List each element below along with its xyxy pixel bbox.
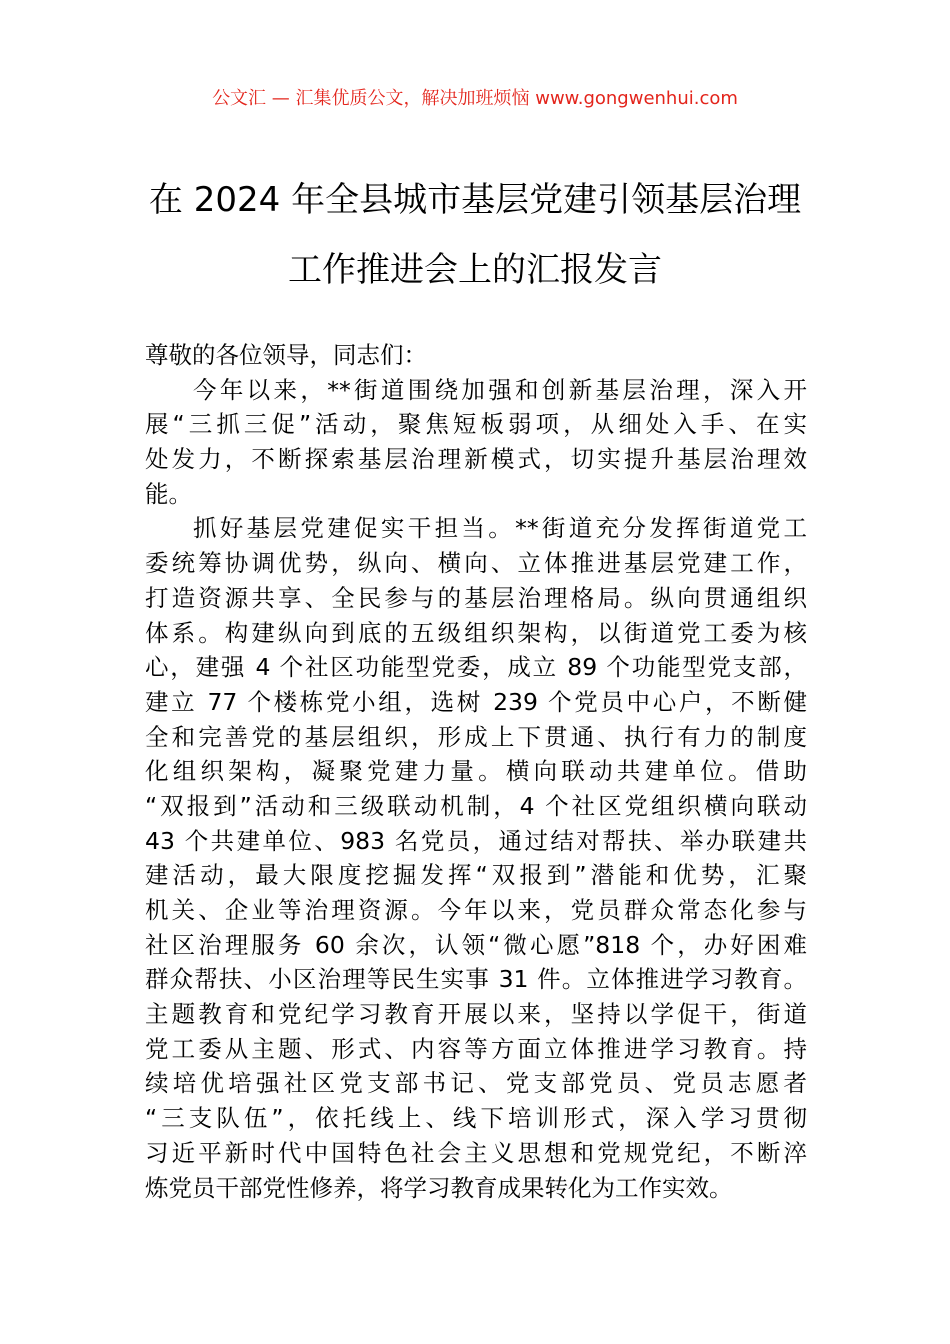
paragraph-line: 全和完善党的基层组织，形成上下贯通、执行有力的制度 [145, 722, 807, 751]
paragraph [145, 511, 807, 1205]
paragraph-line: 处发力，不断探索基层治理新模式，切实提升基层治理效 [145, 445, 807, 474]
paragraph-line: 群众帮扶、小区治理等民生实事 31 件。立体推进学习教育。 [145, 965, 807, 994]
paragraph-line: 能。 [145, 479, 192, 508]
paragraph-line: 心，建强 4 个社区功能型党委，成立 89 个功能型党支部， [145, 653, 807, 682]
paragraph-line: 习近平新时代中国特色社会主义思想和党规党纪，不断淬 [145, 1138, 807, 1167]
paragraph-line: “三支队伍”，依托线上、线下培训形式，深入学习贯彻 [145, 1104, 807, 1133]
document-title [0, 165, 950, 305]
paragraph-line: 建活动，最大限度挖掘发挥“双报到”潜能和优势，汇聚 [145, 861, 807, 890]
paragraph-line: 党工委从主题、形式、内容等方面立体推进学习教育。持 [145, 1034, 807, 1063]
site-header-banner: 公文汇 — 汇集优质公文，解决加班烦恼 www.gongwenhui.com [212, 88, 738, 109]
paragraph-line: 委统筹协调优势，纵向、横向、立体推进基层党建工作， [145, 549, 807, 578]
salutation: 尊敬的各位领导，同志们： [145, 341, 427, 369]
paragraph-line: 今年以来，**街道围绕加强和创新基层治理，深入开 [193, 375, 807, 404]
paragraph-line: 社区治理服务 60 余次，认领“微心愿”818 个，办好困难 [145, 930, 807, 959]
paragraph-line: 机关、企业等治理资源。今年以来，党员群众常态化参与 [145, 896, 807, 924]
paragraph-line: 43 个共建单位、983 名党员，通过结对帮扶、举办联建共 [145, 826, 807, 855]
paragraph-line: 展“三抓三促”活动，聚焦短板弱项，从细处入手、在实 [145, 410, 807, 439]
title-line: 工作推进会上的汇报发言 [288, 250, 662, 290]
paragraph-line: 体系。构建纵向到底的五级组织架构，以街道党工委为核 [145, 618, 807, 647]
paragraph-line: 抓好基层党建促实干担当。**街道充分发挥街道党工 [193, 514, 807, 543]
paragraph-line: 打造资源共享、全民参与的基层治理格局。纵向贯通组织 [145, 583, 807, 612]
paragraph-line: 化组织架构，凝聚党建力量。横向联动共建单位。借助 [145, 757, 807, 786]
document-body [145, 338, 807, 1205]
paragraph-line: 续培优培强社区党支部书记、党支部党员、党员志愿者 [145, 1069, 807, 1098]
paragraphs [145, 373, 807, 1206]
title-line: 在 2024 年全县城市基层党建引领基层治理 [148, 180, 802, 220]
paragraph-line: 主题教育和党纪学习教育开展以来，坚持以学促干，街道 [145, 1000, 807, 1029]
paragraph-line: 炼党员干部党性修养，将学习教育成果转化为工作实效。 [145, 1173, 733, 1202]
paragraph [145, 373, 807, 512]
paragraph-line: 建立 77 个楼栋党小组，选树 239 个党员中心户，不断健 [145, 687, 807, 716]
paragraph-line: “双报到”活动和三级联动机制，4 个社区党组织横向联动 [145, 791, 807, 820]
